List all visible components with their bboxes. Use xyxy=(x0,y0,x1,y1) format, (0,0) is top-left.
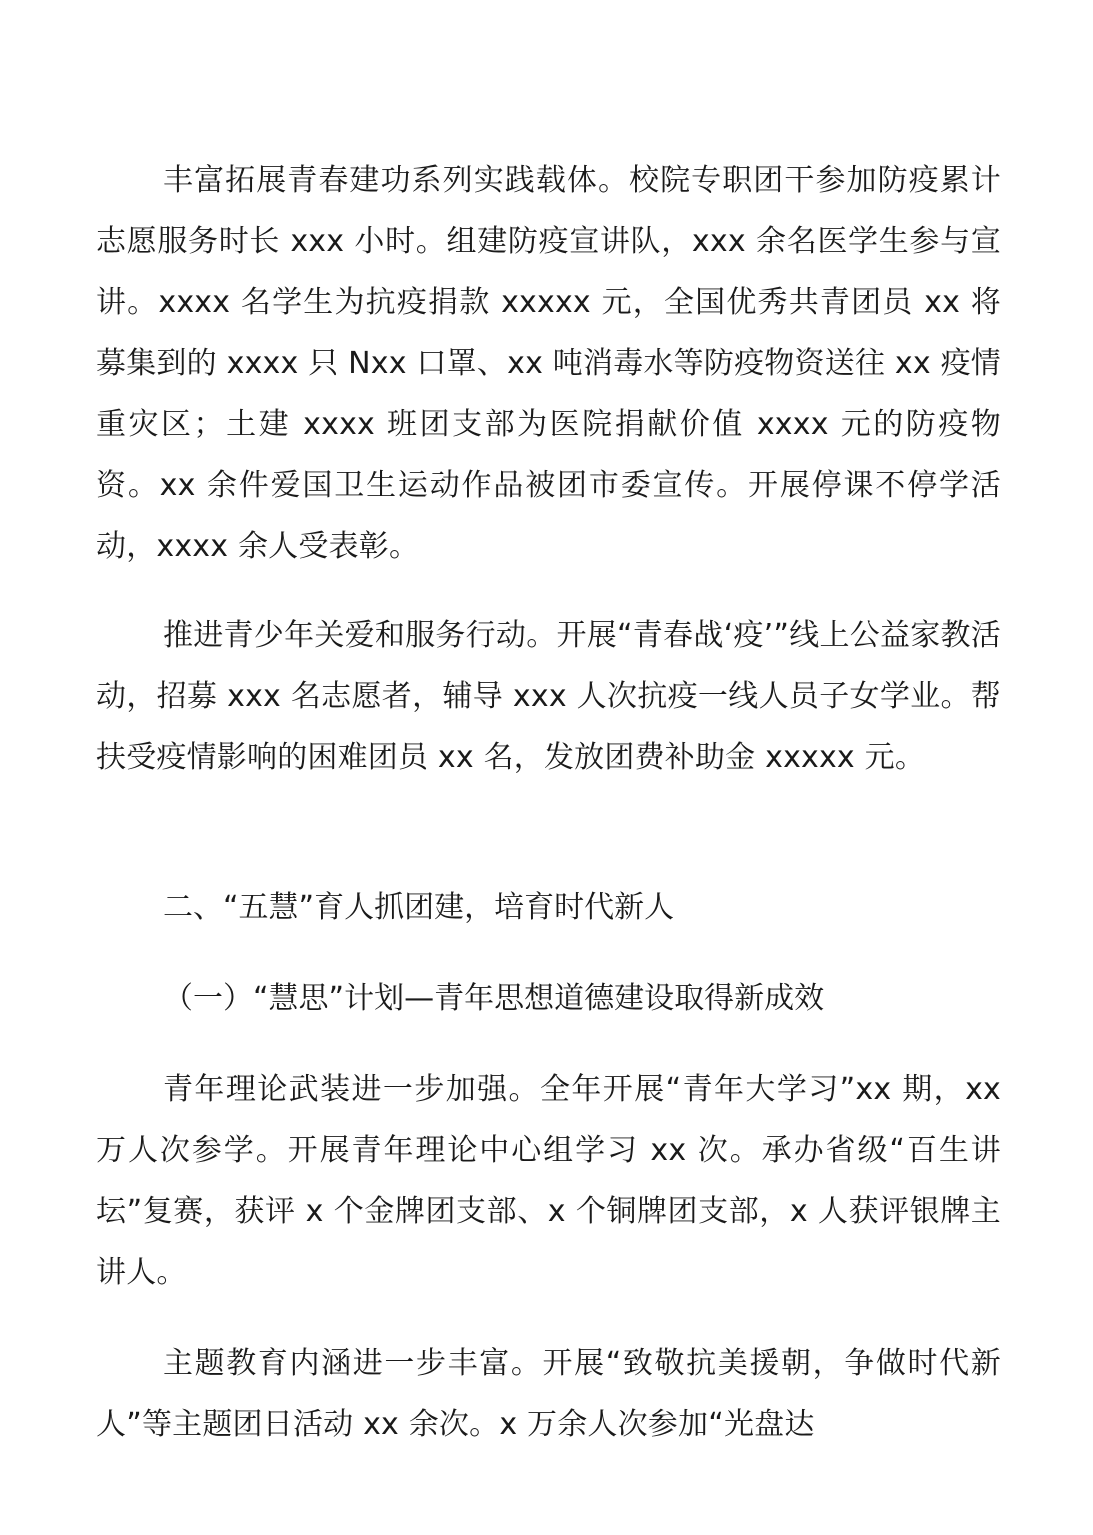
paragraph-youth-practice: 丰富拓展青春建功系列实践载体。校院专职团干参加防疫累计志愿服务时长 xxx 小时。组建防疫宣讲队，xxx 余名医学生参与宣讲。xxxx 名学生为抗疫捐款 xxxxx 元，全国优秀共青团员 xx 将募集到的 xxxx 只 Nxx 口罩、xx 吨消毒水等防疫物资送往 xx 疫情重灾区；土建 xxxx 班团支部为医院捐献价值 xxxx 元的防疫物资。xx 余件爱国卫生运动作品被团市委宣传。开展停课不停学活动，xxxx 余人受表彰。 xyxy=(96,163,1001,564)
paragraph-youth-care: 推进青少年关爱和服务行动。开展“青春战‘疫’”线上公益家教活动，招募 xxx 名志愿者，辅导 xxx 人次抗疫一线人员子女学业。帮扶受疫情影响的困难团员 xx 名，发放团费补助金 xxxxx 元。 xyxy=(96,618,1001,775)
paragraph-theme-education: 主题教育内涵进一步丰富。开展“致敬抗美援朝，争做时代新人”等主题团日活动 xx 余次。x 万余人次参加“光盘达 xyxy=(96,1346,1001,1442)
paragraph-theory-study: 青年理论武装进一步加强。全年开展“青年大学习”xx 期，xx 万人次参学。开展青年理论中心组学习 xx 次。承办省级“百生讲坛”复赛，获评 x 个金牌团支部、x 个铜牌团支部，x 人获评银牌主讲人。 xyxy=(96,1072,1001,1290)
subsection-heading: （一）“慧思”计划—青年思想道德建设取得新成效 xyxy=(163,981,825,1016)
section-heading: 二、“五慧”育人抓团建，培育时代新人 xyxy=(163,890,675,925)
